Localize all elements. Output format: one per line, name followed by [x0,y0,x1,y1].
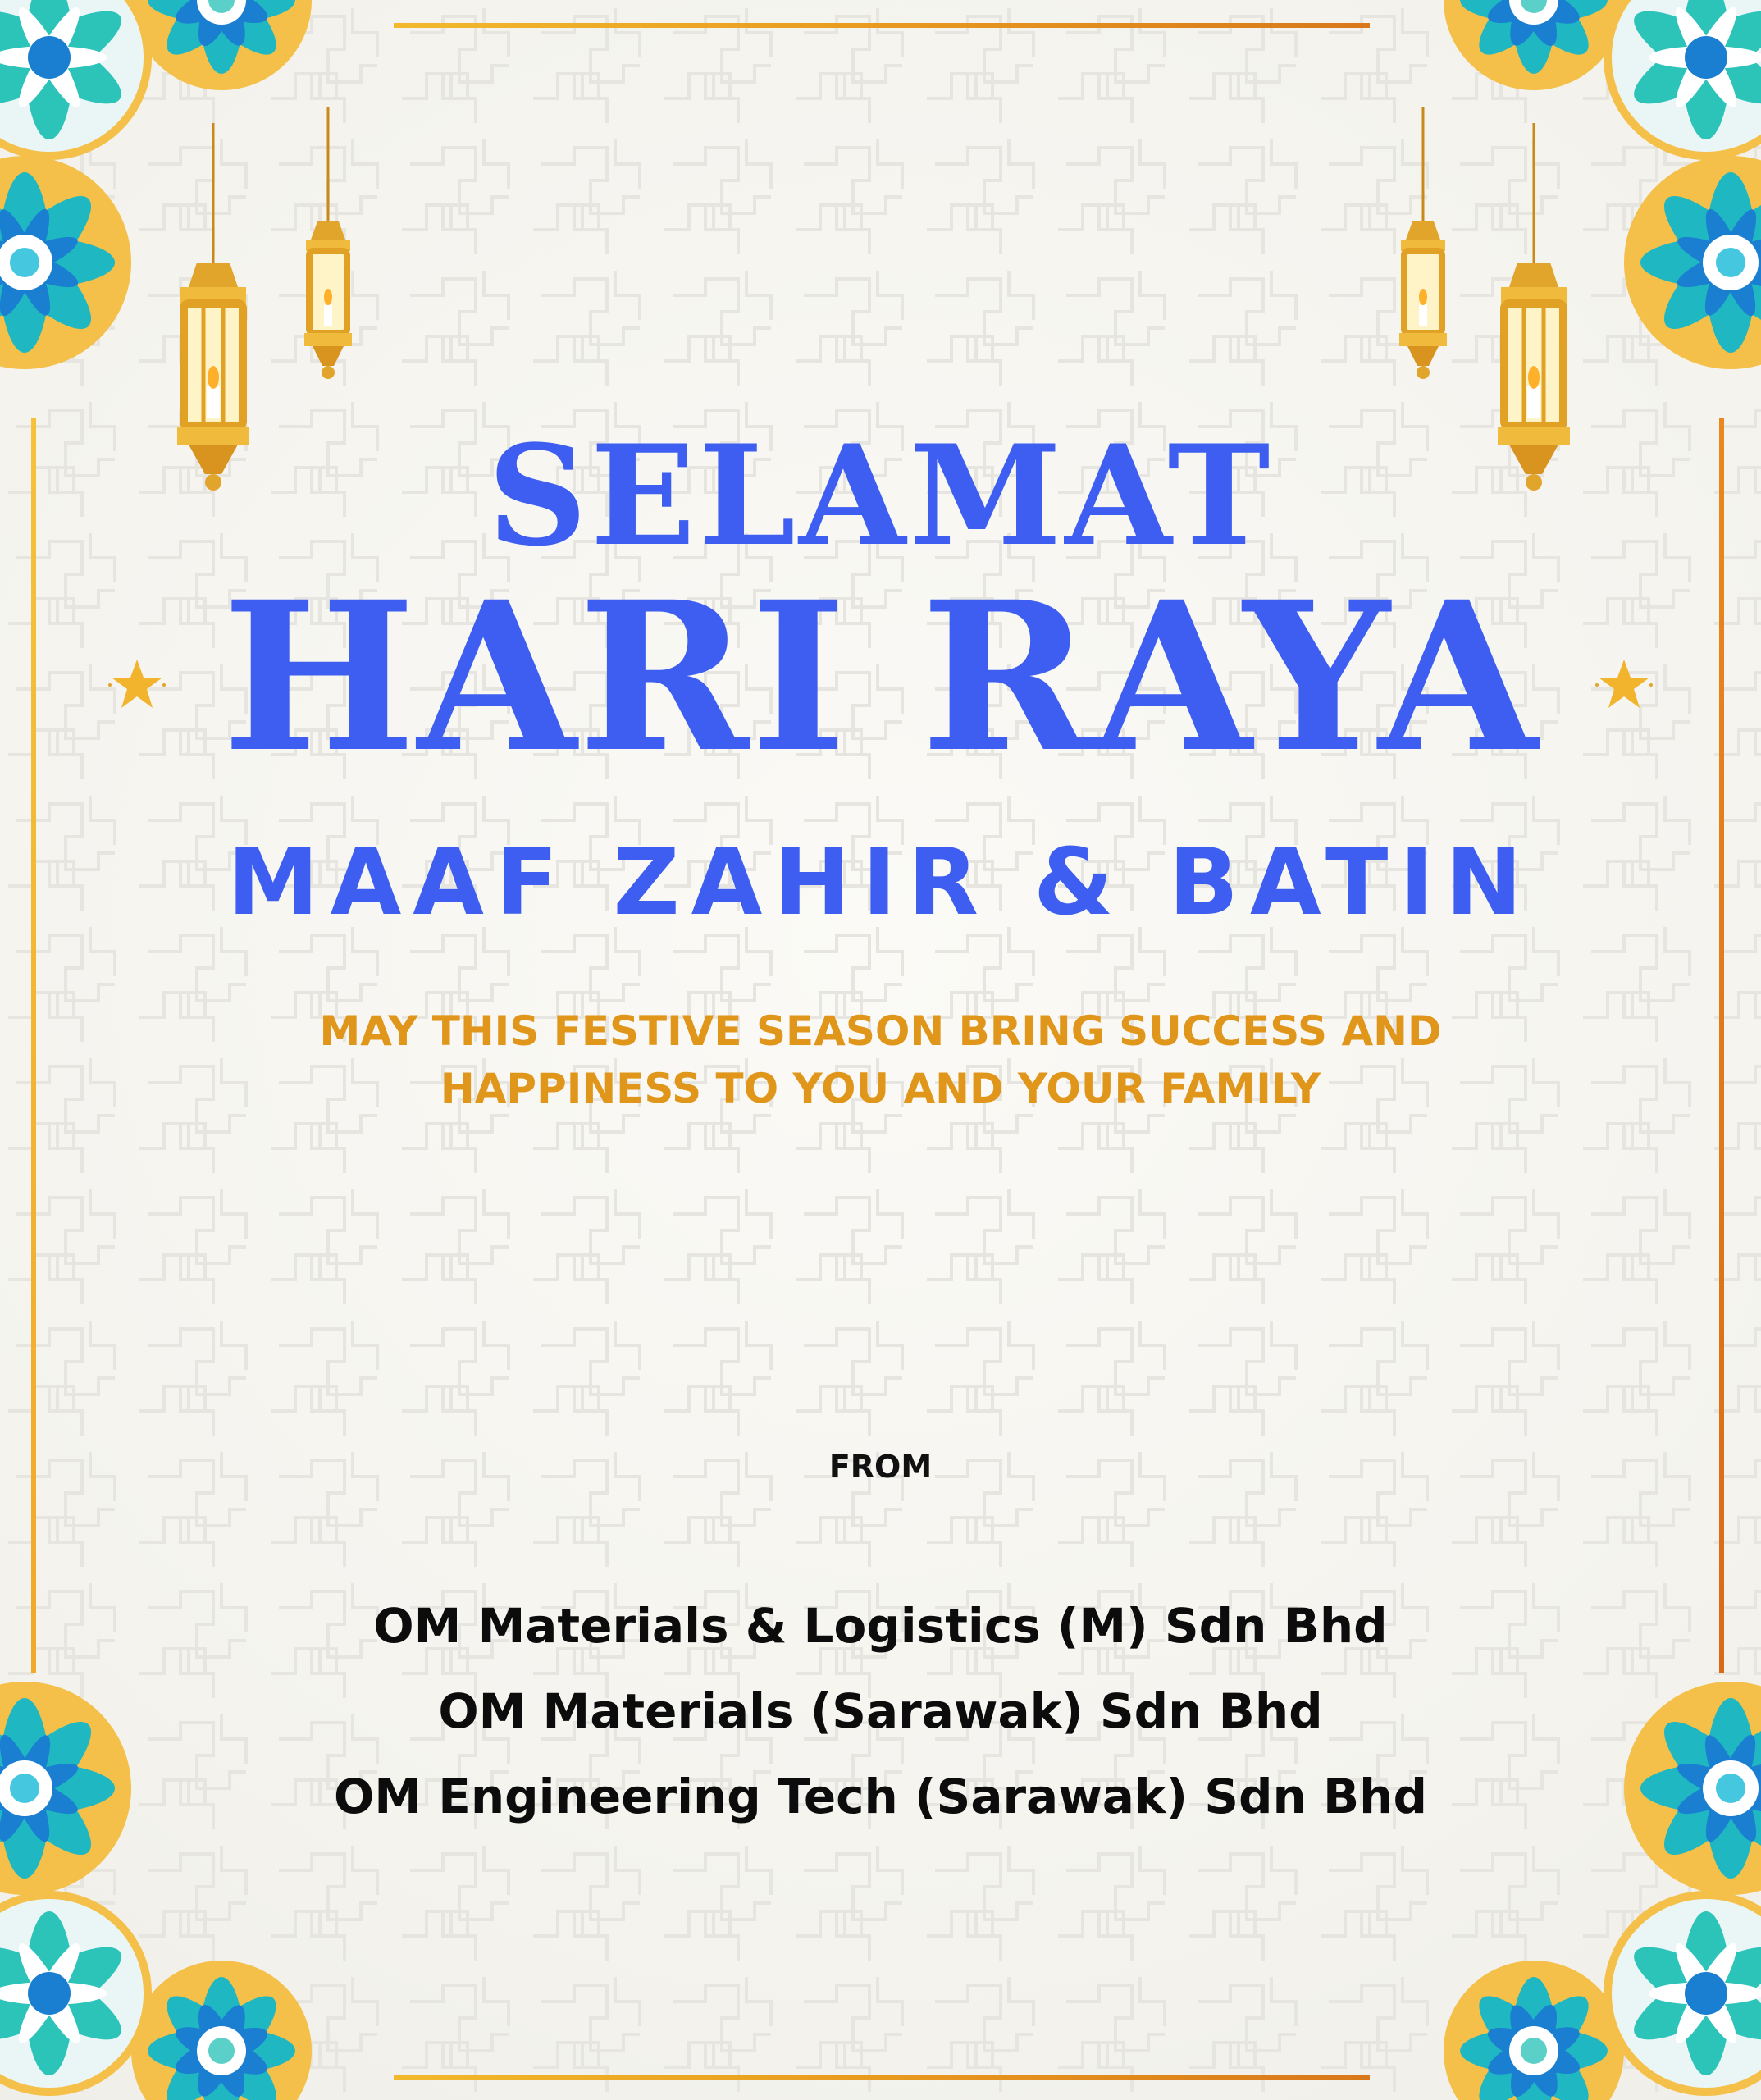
title-hari-raya: HARI RAYA [221,556,1540,797]
festive-wish-line-2: HAPPINESS TO YOU AND YOUR FAMILY [440,1065,1321,1112]
frame-top-line [394,23,1370,28]
festive-wish [0,1002,1761,1117]
title-selamat: SELAMAT [487,414,1274,577]
company-list [0,1583,1761,1839]
company-name: OM Materials & Logistics (M) Sdn Bhd [373,1598,1388,1654]
frame-bottom-line [394,2075,1370,2080]
subtitle-maaf-zahir-batin: MAAF ZAHIR & BATIN [227,829,1534,936]
festive-wish-line-1: MAY THIS FESTIVE SEASON BRING SUCCESS AND [319,1007,1442,1055]
lantern-icon [291,107,365,386]
from-label: FROM [828,1449,933,1485]
company-name: OM Engineering Tech (Sarawak) Sdn Bhd [334,1769,1427,1824]
company-name: OM Materials (Sarawak) Sdn Bhd [438,1683,1323,1739]
lantern-icon [1386,107,1460,386]
